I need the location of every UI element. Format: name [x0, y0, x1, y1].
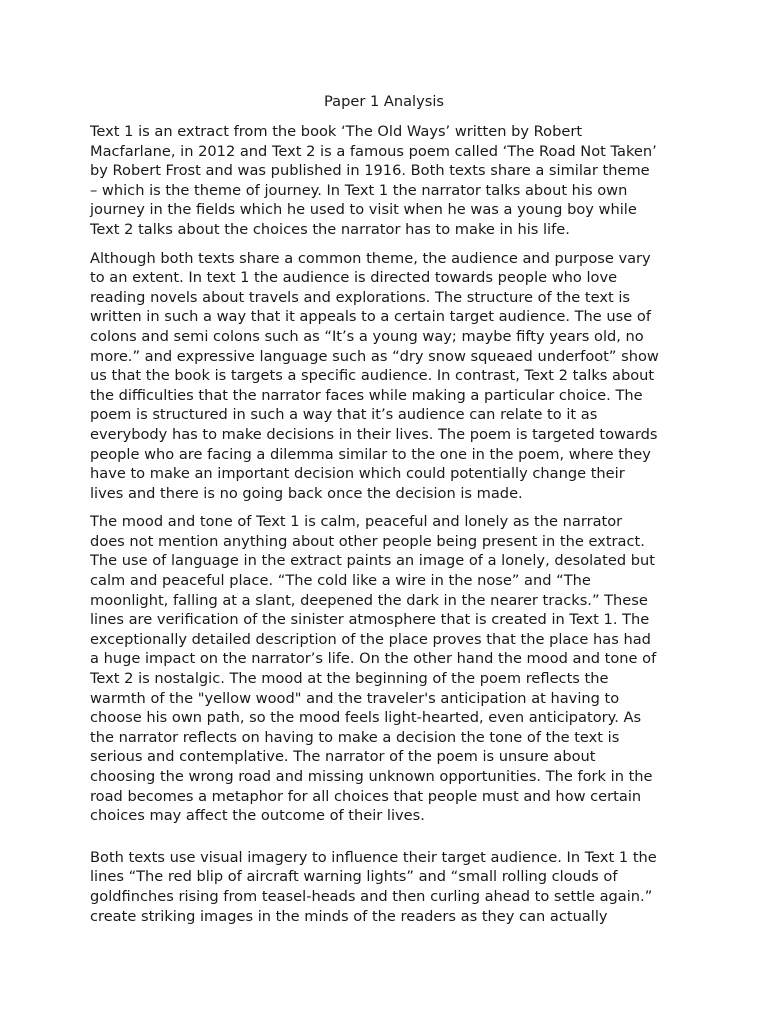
- text-line: written in such a way that it appeals to a certain target audience. The use of: [90, 308, 651, 326]
- text-line: journey in the fields which he used to visit when he was a young boy while: [90, 201, 637, 219]
- text-line: us that the book is targets a specific audience. In contrast, Text 2 talks about: [90, 367, 655, 385]
- text-line: create striking images in the minds of the readers as they can actually: [90, 907, 608, 925]
- text-line: poem is structured in such a way that it’s audience can relate to it as: [90, 406, 598, 424]
- page-title: Paper 1 Analysis: [323, 93, 445, 110]
- paragraph-2: [90, 249, 688, 504]
- text-line: the difficulties that the narrator faces while making a particular choice. The: [90, 386, 643, 404]
- text-line: choosing the wrong road and missing unknown opportunities. The fork in the: [90, 768, 653, 785]
- text-line: serious and contemplative. The narrator of the poem is unsure about: [90, 748, 596, 766]
- text-line: Although both texts share a common theme, the audience and purpose vary: [90, 249, 651, 267]
- paragraph-3: [90, 512, 688, 826]
- text-line: choose his own path, so the mood feels light-hearted, even anticipatory. As: [90, 709, 642, 727]
- text-line: to an extent. In text 1 the audience is directed towards people who love: [90, 269, 618, 287]
- text-line: road becomes a metaphor for all choices that people must and how certain: [90, 787, 642, 805]
- paragraph-1: [90, 122, 688, 240]
- text-line: – which is the theme of journey. In Text 1 the narrator talks about his own: [90, 181, 628, 199]
- text-line: goldfinches rising from teasel-heads and then curling ahead to settle again.”: [90, 887, 653, 905]
- text-line: a huge impact on the narrator’s life. On the other hand the mood and tone of: [90, 650, 657, 668]
- text-line: exceptionally detailed description of the place proves that the place has had: [90, 630, 651, 648]
- text-line: Text 1 is an extract from the book ‘The Old Ways’ written by Robert: [90, 123, 583, 140]
- text-line: by Robert Frost and was published in 1916. Both texts share a similar theme: [90, 162, 650, 180]
- document-body: [90, 122, 688, 926]
- text-line: Macfarlane, in 2012 and Text 2 is a famous poem called ‘The Road Not Taken’: [90, 142, 657, 160]
- text-line: Both texts use visual imagery to influence their target audience. In Text 1 the: [90, 848, 657, 866]
- text-line: The mood and tone of Text 1 is calm, peaceful and lonely as the narrator: [90, 513, 623, 531]
- text-line: warmth of the "yellow wood" and the traveler's anticipation at having to: [90, 689, 620, 707]
- text-line: more.” and expressive language such as “dry snow squeaed underfoot” show: [90, 347, 659, 365]
- text-line: moonlight, falling at a slant, deepened the dark in the nearer tracks.” These: [90, 591, 648, 609]
- text-line: does not mention anything about other people being present in the extract.: [90, 532, 645, 550]
- text-line: colons and semi colons such as “It’s a young way; maybe fifty years old, no: [90, 327, 644, 345]
- text-line: choices may affect the outcome of their lives.: [90, 807, 425, 825]
- text-line: people who are facing a dilemma similar to the one in the poem, where they: [90, 445, 651, 463]
- paragraph-4: [90, 848, 688, 926]
- text-line: Text 2 is nostalgic. The mood at the beginning of the poem reflects the: [90, 670, 609, 688]
- text-line: everybody has to make decisions in their lives. The poem is targeted towards: [90, 425, 658, 443]
- text-line: lines are verification of the sinister atmosphere that is created in Text 1. The: [90, 611, 650, 629]
- text-line: reading novels about travels and explorations. The structure of the text is: [90, 288, 631, 306]
- text-line: have to make an important decision which could potentially change their: [90, 465, 625, 483]
- text-line: Text 2 talks about the choices the narrator has to make in his life.: [90, 220, 570, 238]
- text-line: the narrator reflects on having to make a decision the tone of the text is: [90, 728, 620, 746]
- text-line: lines “The red blip of aircraft warning lights” and “small rolling clouds of: [90, 868, 618, 886]
- text-line: lives and there is no going back once the decision is made.: [90, 484, 523, 502]
- text-line: The use of language in the extract paints an image of a lonely, desolated but: [90, 552, 655, 570]
- text-line: calm and peaceful place. “The cold like a wire in the nose” and “The: [90, 572, 591, 590]
